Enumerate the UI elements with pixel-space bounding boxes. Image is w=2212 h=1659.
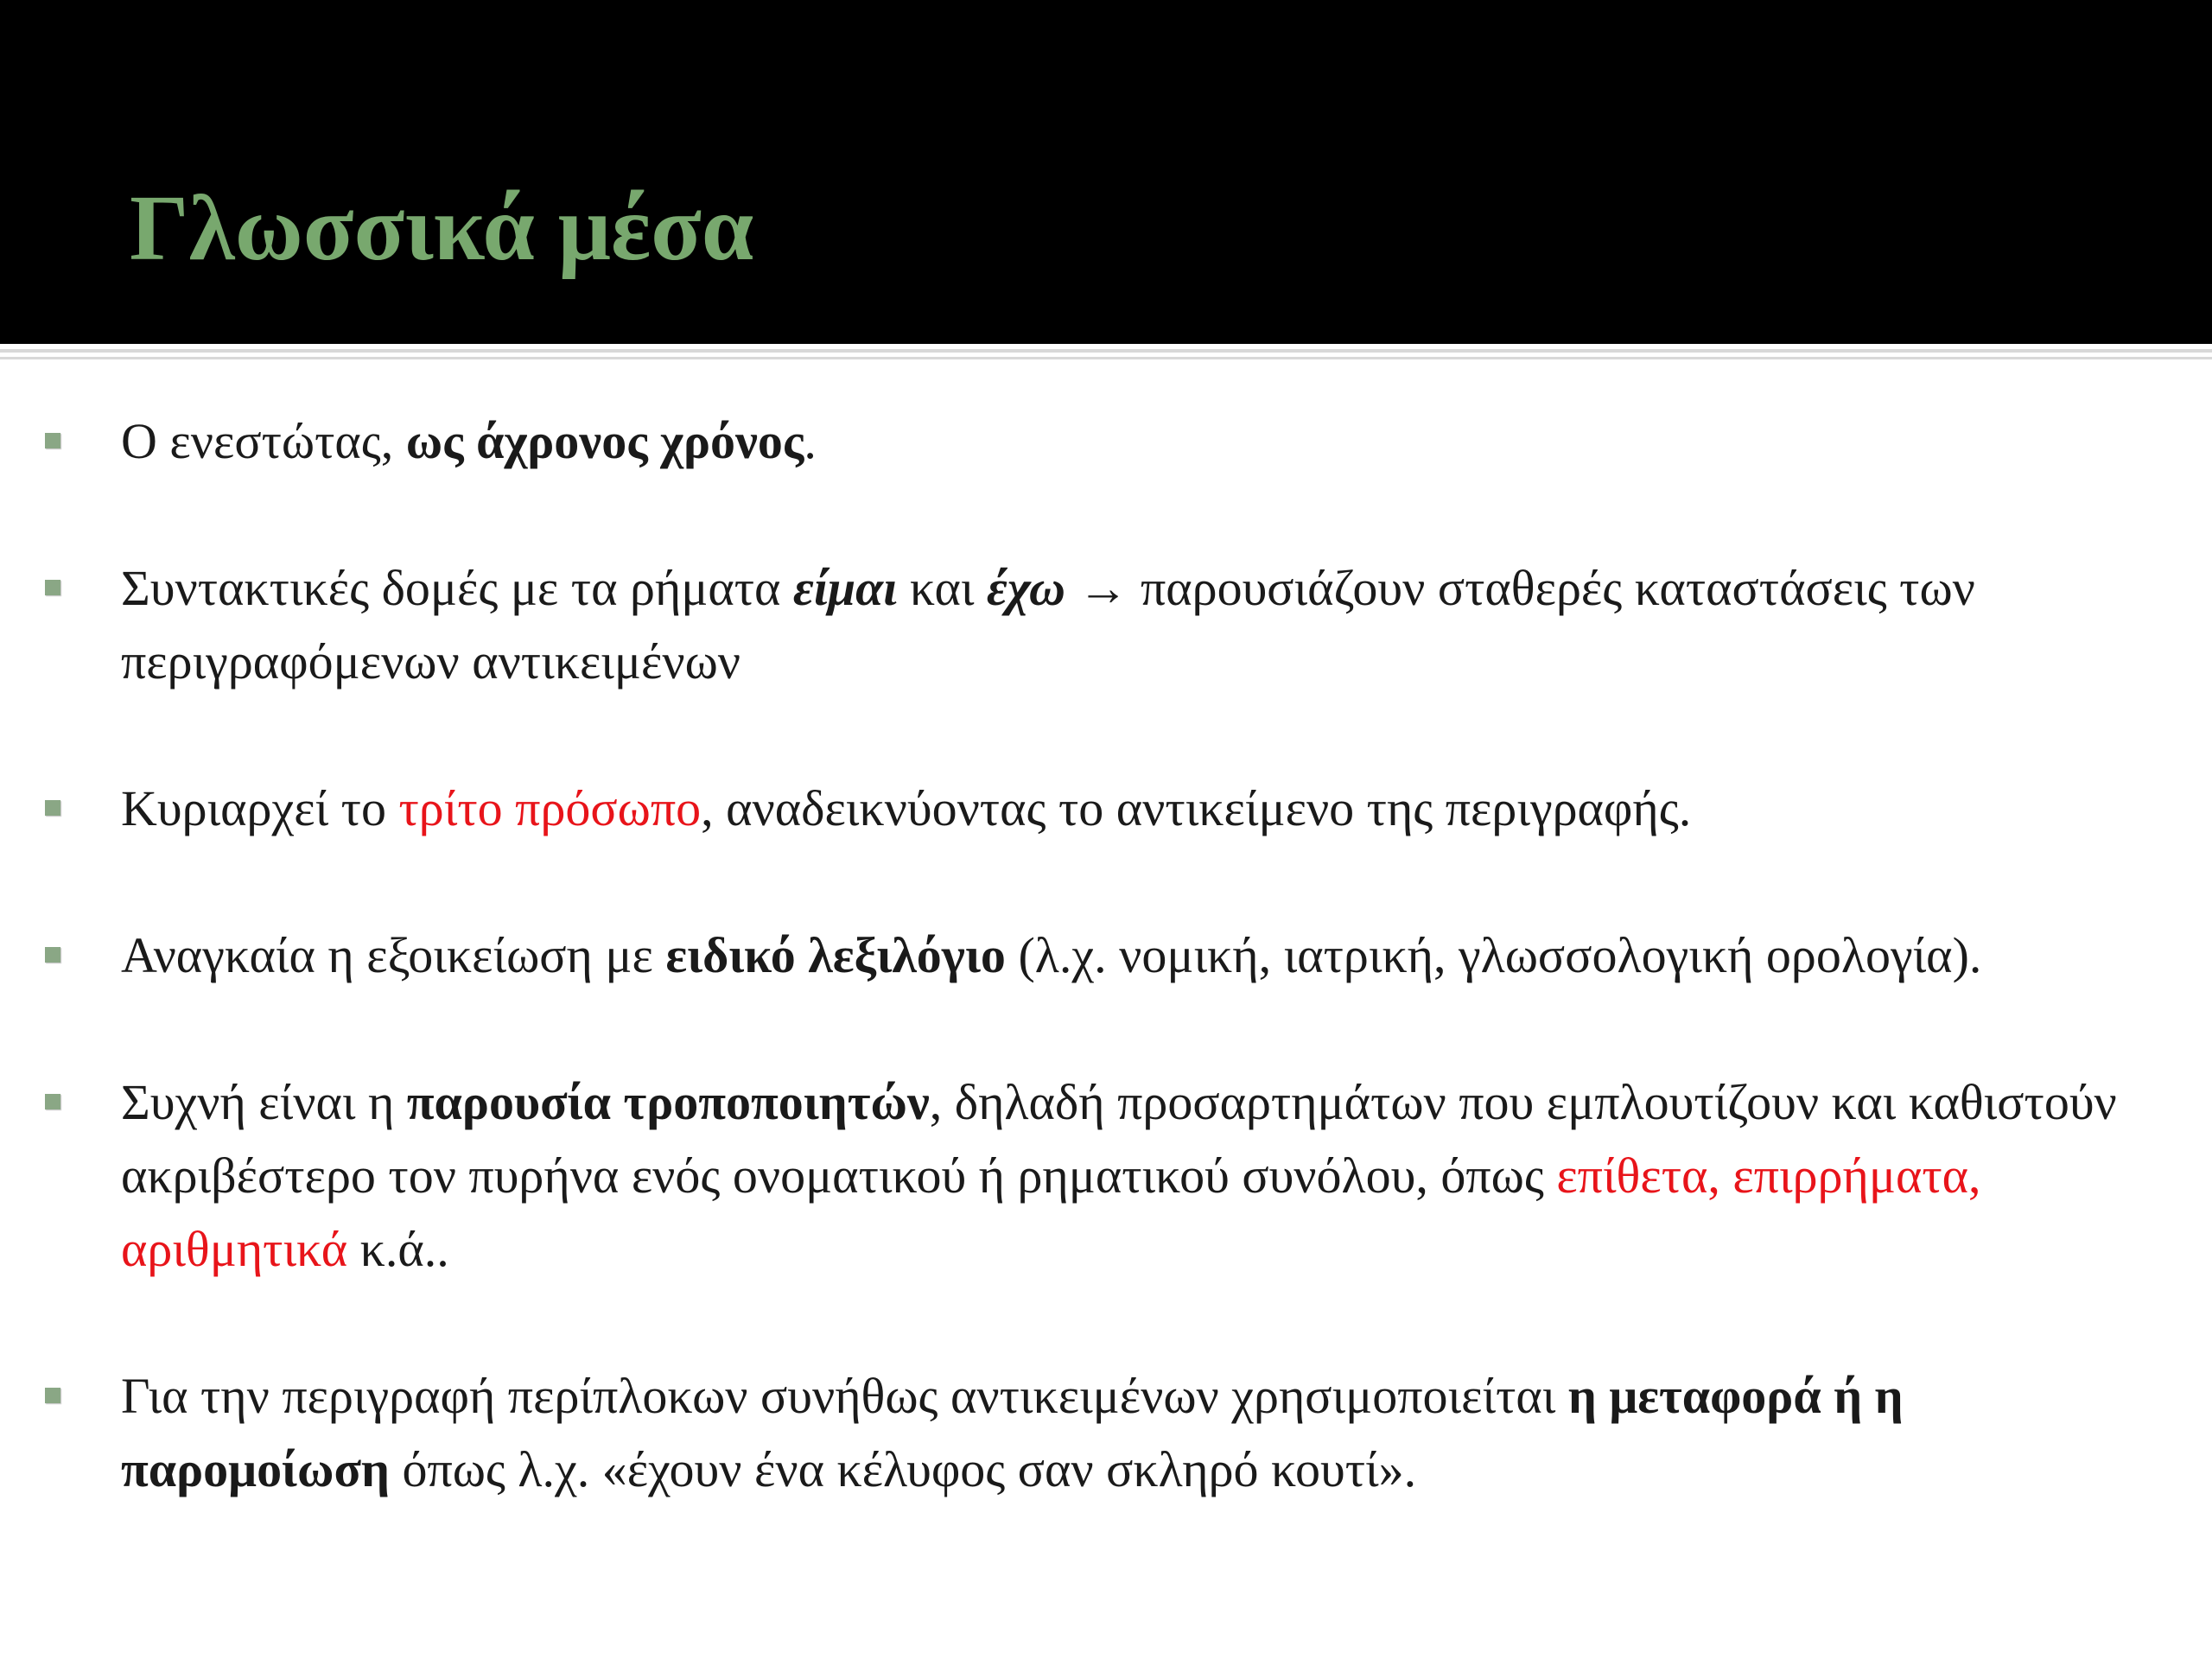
bullet-bold-text: η μεταφορά ή η παρομοίωση — [121, 1368, 1904, 1497]
bullet-text: , αναδεικνύοντας το αντικείμενο της περιγραφής. — [701, 780, 1692, 836]
right-arrow-icon: → — [1065, 560, 1141, 616]
header-divider-line-thin — [0, 357, 2212, 359]
bullet-item-1 — [0, 404, 2212, 478]
slide-title: Γλωσσικά μέσα — [130, 177, 754, 280]
square-bullet-icon — [45, 800, 60, 816]
bullet-text: Για την περιγραφή περίπλοκων συνήθως αντικειμένων χρησιμοποιείται — [121, 1368, 1568, 1424]
bullet-text: παρουσιάζουν σταθερές καταστάσεις των περιγραφόμενων αντικειμένων — [121, 560, 1975, 690]
square-bullet-icon — [45, 947, 60, 963]
bullet-bold-text: παρουσία τροποποιητών — [406, 1074, 930, 1130]
bullet-item-4 — [0, 918, 2212, 992]
bullet-text: (λ.χ. νομική, ιατρική, γλωσσολογική ορολογία). — [1005, 927, 1982, 983]
bullet-item-5 — [0, 1065, 2212, 1286]
bullet-text: Κυριαρχεί το — [121, 780, 399, 836]
square-bullet-icon — [45, 1094, 60, 1109]
bullet-item-2 — [0, 551, 2212, 698]
square-bullet-icon — [45, 1388, 60, 1403]
bullet-text: Συχνή είναι η — [121, 1074, 407, 1130]
bullet-text: και — [897, 560, 988, 616]
slide-header — [0, 0, 2212, 344]
bullet-item-3 — [0, 772, 2212, 845]
bullet-text: Αναγκαία η εξοικείωση με — [121, 927, 666, 983]
bullet-text: , δηλαδή προσαρτημάτων που εμπλουτίζουν και καθιστούν ακριβέστερο τον πυρήνα ενός ονοματικού ή ρηματικού συνόλου, όπως — [121, 1074, 2117, 1204]
bullet-bold-text: ειδικό λεξιλόγιο — [665, 927, 1006, 983]
header-divider-line — [0, 349, 2212, 353]
slide-body — [0, 404, 2212, 1580]
bullet-text: κ.ά.. — [347, 1221, 449, 1277]
square-bullet-icon — [45, 580, 60, 595]
bullet-text: όπως λ.χ. «έχουν ένα κέλυφος σαν σκληρό κουτί». — [389, 1441, 1417, 1497]
bullet-text: . — [804, 413, 817, 469]
bullet-item-6 — [0, 1359, 2212, 1506]
square-bullet-icon — [45, 433, 60, 448]
bullet-bold-text: ως άχρονος χρόνος — [405, 413, 804, 469]
bullet-bold-italic-text: έχω — [987, 560, 1065, 616]
bullet-red-text: επίθετα, επιρρήματα, αριθμητικά — [121, 1147, 1981, 1277]
bullet-text: Συντακτικές δομές με τα ρήματα — [121, 560, 793, 616]
bullet-bold-italic-text: είμαι — [792, 560, 898, 616]
bullet-red-text: τρίτο πρόσωπο — [398, 780, 702, 836]
bullet-text: Ο ενεστώτας, — [121, 413, 406, 469]
